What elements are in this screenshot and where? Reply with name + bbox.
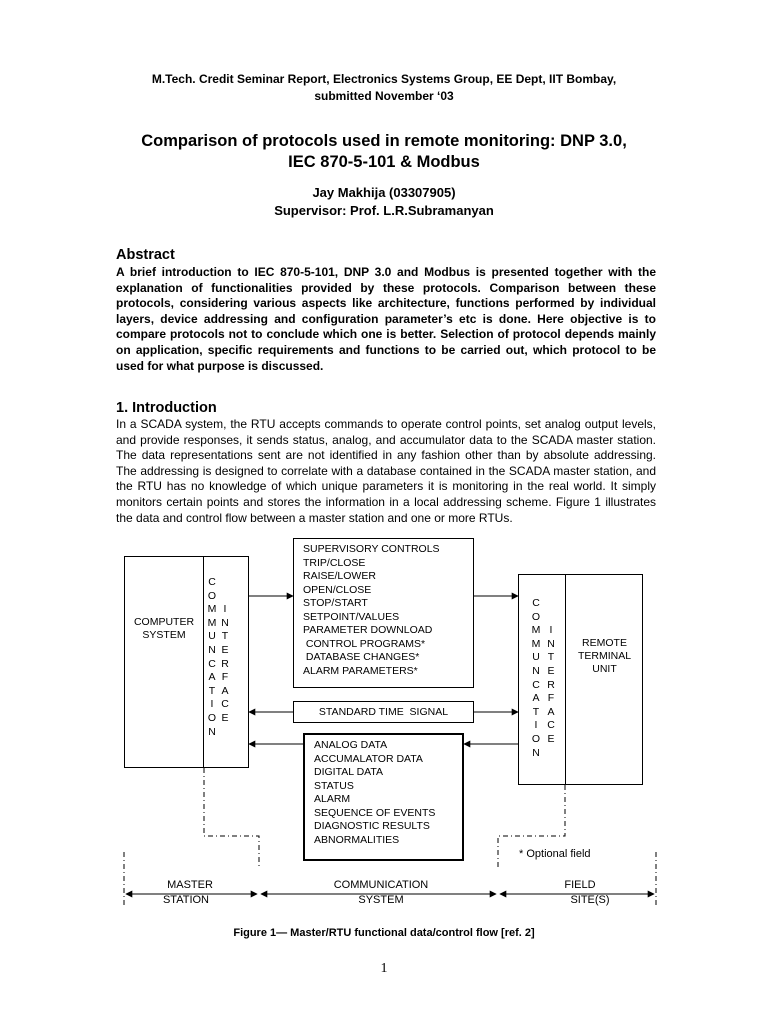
- rtu-intf-letter: A: [547, 705, 555, 718]
- data-item: DIGITAL DATA: [314, 766, 384, 778]
- rtu-comm-letter: O: [531, 733, 541, 745]
- master-divider: [203, 556, 204, 768]
- master-station-label-line2: STATION: [162, 894, 210, 906]
- field-site-label-line1: FIELD: [564, 879, 596, 891]
- computer-label-line2: SYSTEM: [142, 629, 186, 641]
- master-comm-letter: U: [208, 630, 216, 643]
- data-item: ABNORMALITIES: [314, 833, 400, 846]
- rtu-label-line2: TERMINAL: [577, 650, 632, 662]
- supervisory-item: SUPERVISORY CONTROLS: [303, 543, 440, 555]
- supervisor-name: Supervisor: Prof. L.R.Subramanyan: [274, 203, 494, 218]
- master-comm-letter: T: [208, 684, 216, 697]
- master-intf-letter: I: [223, 603, 227, 616]
- report-header-line2: submitted November ‘03: [314, 89, 454, 103]
- data-item: ALARM: [314, 793, 351, 805]
- time-signal-label: STANDARD TIME SIGNAL: [318, 706, 449, 718]
- introduction-text: In a SCADA system, the RTU accepts commands to operate control points, set analog output levels, and provide responses, it sends status, analog, and accumulator data to the SCADA master station. The data representations sent are not identified in any fashion other than by absolute addressing. The addressing is designed to correlate with a database contained in the SCADA master station, and the RTU has no knowledge of which unique parameters it is monitoring in the real world. It simply monitors certain points and stores the information in a local addressing scheme. Figure 1 illustrates the data and control flow between a master station and one or more RTUs.: [116, 417, 656, 525]
- computer-label-line1: COMPUTER: [133, 616, 195, 628]
- rtu-intf-letter: F: [547, 692, 555, 705]
- master-intf-letter: E: [221, 712, 229, 724]
- master-intf-letter: R: [221, 657, 229, 670]
- master-intf-letter: E: [221, 644, 229, 656]
- data-item: ACCUMALATOR DATA: [314, 752, 423, 765]
- master-comm-letter: C: [208, 657, 216, 670]
- abstract-heading: Abstract: [116, 247, 175, 263]
- rtu-label-line1: REMOTE: [582, 637, 627, 649]
- master-comm-letter: M: [207, 616, 217, 629]
- master-comm-letter: N: [208, 644, 216, 656]
- supervisory-controls-list: [303, 543, 471, 678]
- communication-label-line1: COMMUNICATION: [333, 879, 429, 891]
- paper-title-line2: IEC 870-5-101 & Modbus: [288, 153, 480, 171]
- author-name: Jay Makhija (03307905): [312, 185, 456, 200]
- rtu-comm-letter: O: [531, 610, 541, 623]
- master-intf-letter: F: [221, 671, 229, 684]
- supervisory-item: RAISE/LOWER: [303, 570, 376, 582]
- master-comm-letter: N: [208, 725, 216, 738]
- communication-label-line2: SYSTEM: [358, 894, 404, 906]
- master-comm-letter: I: [210, 698, 214, 711]
- rtu-intf-letter: R: [547, 678, 555, 691]
- supervisory-item: PARAMETER DOWNLOAD: [303, 624, 433, 636]
- data-item: ANALOG DATA: [314, 739, 388, 751]
- supervisory-item: STOP/START: [303, 597, 368, 609]
- supervisory-item: OPEN/CLOSE: [303, 583, 372, 596]
- master-comm-letter: C: [208, 576, 216, 588]
- page-number: 1: [380, 961, 388, 976]
- supervisory-item: SETPOINT/VALUES: [303, 610, 400, 623]
- master-intf-letter: A: [221, 684, 229, 697]
- master-computer-box: [124, 556, 249, 768]
- rtu-comm-letter: I: [534, 719, 538, 732]
- rtu-label-line3: UNIT: [592, 663, 617, 675]
- abstract-text: A brief introduction to IEC 870-5-101, DNP 3.0 and Modbus is presented together with the explanation of functionalities provided by these protocols. Comparison between these protocols, considering various aspects like architecture, functions performed by individual layers, device addressing and configuration parameter’s etc is done. Here objective is to compare protocols not to conclude which one is better. Selection of protocol depends mainly on application, specific requirements and functions to be carried out, which protocol to be used for what purpose is discussed.: [116, 265, 656, 373]
- rtu-comm-letter: N: [532, 665, 540, 677]
- rtu-comm-letter: C: [532, 597, 540, 609]
- master-comm-letter: M: [207, 603, 217, 616]
- optional-field-note: * Optional field: [519, 848, 591, 860]
- field-site-label-line2: SITE(S): [570, 894, 610, 906]
- rtu-comm-letter: U: [532, 651, 540, 664]
- master-comm-letter: O: [207, 589, 217, 602]
- master-comm-letter: A: [208, 671, 216, 684]
- rtu-divider: [565, 574, 566, 785]
- rtu-comm-letter: T: [532, 705, 540, 718]
- figure-caption: Figure 1— Master/RTU functional data/control flow [ref. 2]: [233, 927, 535, 939]
- master-intf-letter: N: [221, 616, 229, 629]
- rtu-comm-letter: C: [532, 678, 540, 691]
- data-item: SEQUENCE OF EVENTS: [314, 806, 436, 819]
- report-header-line1: M.Tech. Credit Seminar Report, Electronics Systems Group, EE Dept, IIT Bombay,: [151, 72, 617, 86]
- introduction-heading: 1. Introduction: [116, 400, 217, 416]
- rtu-intf-letter: E: [547, 665, 555, 677]
- data-item: STATUS: [314, 779, 354, 792]
- master-intf-letter: C: [221, 698, 229, 711]
- rtu-intf-letter: I: [549, 624, 553, 637]
- rtu-comm-letter: N: [532, 746, 540, 759]
- rtu-intf-letter: T: [547, 651, 555, 664]
- supervisory-item: CONTROL PROGRAMS*: [303, 637, 426, 650]
- master-comm-letter: O: [207, 712, 217, 724]
- data-item: DIAGNOSTIC RESULTS: [314, 820, 430, 832]
- rtu-comm-letter: A: [532, 692, 540, 705]
- rtu-intf-letter: E: [547, 733, 555, 745]
- rtu-comm-letter: M: [531, 624, 541, 637]
- rtu-comm-letter: M: [531, 637, 541, 650]
- rtu-intf-letter: N: [547, 637, 555, 650]
- paper-title-line1: Comparison of protocols used in remote monitoring: DNP 3.0,: [141, 132, 627, 150]
- supervisory-item: DATABASE CHANGES*: [303, 651, 420, 663]
- master-station-boundary: [204, 768, 259, 868]
- supervisory-item: TRIP/CLOSE: [303, 556, 366, 569]
- rtu-intf-letter: C: [547, 719, 555, 732]
- rtu-data-list: [314, 739, 462, 847]
- supervisory-item: ALARM PARAMETERS*: [303, 664, 418, 677]
- master-station-label-line1: MASTER: [167, 879, 213, 891]
- master-intf-letter: T: [221, 630, 229, 643]
